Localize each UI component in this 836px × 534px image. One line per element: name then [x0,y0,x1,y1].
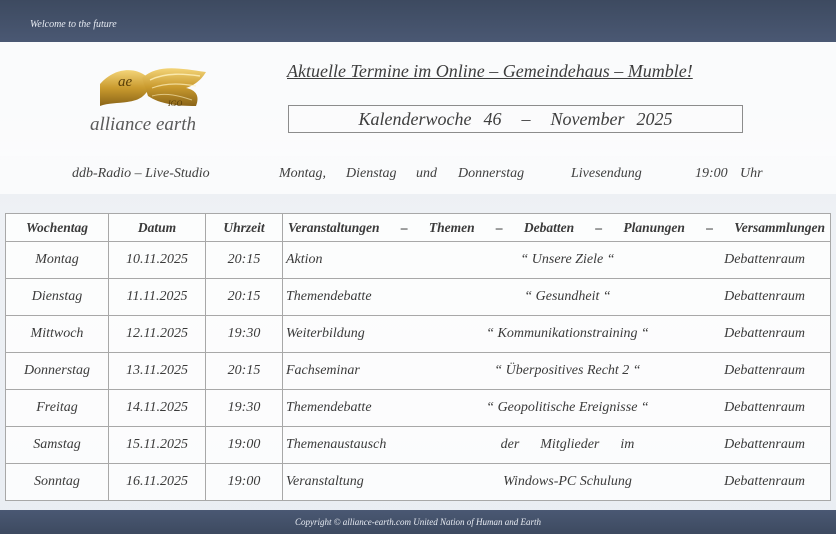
logo-monogram: ae [118,74,133,90]
calendar-week-box [288,105,743,133]
row-weekday: Montag [6,242,109,279]
footer-bar [0,510,836,534]
row-weekday: Sonntag [6,464,109,501]
row-event-topic: “ Kommunikationstraining “ [486,326,649,341]
row-event-topic: “ Gesundheit “ [524,289,611,304]
row-event [283,279,831,316]
top-bar [0,0,836,42]
header-topics-label: Themen [428,219,475,235]
header-assemblies-label: Versammlungen [734,219,825,235]
row-date: 16.11.2025 [109,464,206,501]
header-sep: – [706,219,713,235]
row-weekday: Dienstag [6,279,109,316]
table-row [6,353,831,390]
row-event-topic: “ Unsere Ziele “ [520,252,615,267]
radio-info-strip [0,156,836,194]
table-row [6,427,831,464]
row-date: 12.11.2025 [109,316,206,353]
table-row [6,390,831,427]
row-weekday: Samstag [6,427,109,464]
header-events [283,214,831,242]
table-row [6,242,831,279]
row-time: 19:00 [206,464,283,501]
header-planning-label: Planungen [623,219,685,235]
row-event-topic: Windows-PC Schulung [503,474,632,489]
radio-day-thursday: Donnerstag [458,166,525,181]
row-event-room: Debattenraum [724,252,805,267]
schedule-table [5,213,831,501]
row-date: 15.11.2025 [109,427,206,464]
row-event-type: Weiterbildung [286,326,365,341]
row-date: 10.11.2025 [109,242,206,279]
radio-day-monday: Montag, [279,166,327,181]
table-row [6,279,831,316]
header-date: Datum [109,214,206,242]
row-date: 13.11.2025 [109,353,206,390]
row-event [283,464,831,501]
row-event-room: Debattenraum [724,326,805,341]
table-header-row [6,214,831,242]
row-event-room: Debattenraum [724,363,805,378]
calendar-week-label: Kalenderwoche [358,108,472,129]
row-weekday: Donnerstag [6,353,109,390]
row-time: 19:30 [206,390,283,427]
row-event [283,427,831,464]
brand-name: alliance earth [90,114,197,135]
radio-and: und [416,166,437,181]
radio-studio: ddb-Radio – Live-Studio [72,166,210,181]
alliance-earth-logo-icon [96,62,208,112]
row-event-room: Debattenraum [724,400,805,415]
calendar-week-dash: – [521,108,531,129]
row-event-room: Debattenraum [724,289,805,304]
row-event [283,390,831,427]
row-event-type: Aktion [286,252,323,267]
radio-broadcast: Livesendung [571,166,642,181]
row-time: 20:15 [206,242,283,279]
page-headline[interactable]: Aktuelle Termine im Online – Gemeindehaus – Mumble! [287,61,693,81]
row-time: 19:00 [206,427,283,464]
row-event-type: Veranstaltung [286,474,364,489]
calendar-week-month: November [550,108,625,129]
row-weekday: Freitag [6,390,109,427]
header-debates-label: Debatten [523,219,575,235]
row-date: 11.11.2025 [109,279,206,316]
row-time: 19:30 [206,316,283,353]
copyright-text[interactable]: Copyright © alliance-earth.com United Nation of Human and Earth [294,517,542,527]
table-row [6,464,831,501]
logo-badge: IGO [168,99,183,108]
header-time: Uhrzeit [206,214,283,242]
row-date: 14.11.2025 [109,390,206,427]
row-event-room: Debattenraum [724,437,805,452]
radio-day-tuesday: Dienstag [346,166,397,181]
row-event-type: Themendebatte [286,289,372,304]
calendar-week-number: 46 [483,108,502,129]
welcome-text: Welcome to the future [30,19,117,30]
header-sep: – [495,219,503,235]
calendar-week-year: 2025 [636,108,673,129]
row-time: 20:15 [206,353,283,390]
radio-time: 19:00 [695,166,728,181]
radio-time-unit: Uhr [740,166,763,181]
header-weekday: Wochentag [6,214,109,242]
header-sep: – [400,219,408,235]
row-event [283,353,831,390]
row-event [283,242,831,279]
row-event-type: Themendebatte [286,400,372,415]
row-event-topic: “ Überpositives Recht 2 “ [494,363,641,378]
row-event-type: Themenaustausch [286,437,387,452]
row-time: 20:15 [206,279,283,316]
row-weekday: Mittwoch [6,316,109,353]
row-event-type: Fachseminar [286,363,360,378]
row-event-room: Debattenraum [724,474,805,489]
header-events-label: Veranstaltungen [288,219,380,235]
table-row [6,316,831,353]
row-event [283,316,831,353]
row-event-topic: “ Geopolitische Ereignisse “ [486,400,649,415]
header-sep: – [595,219,603,235]
row-event-topic: der Mitglieder im [500,437,635,452]
